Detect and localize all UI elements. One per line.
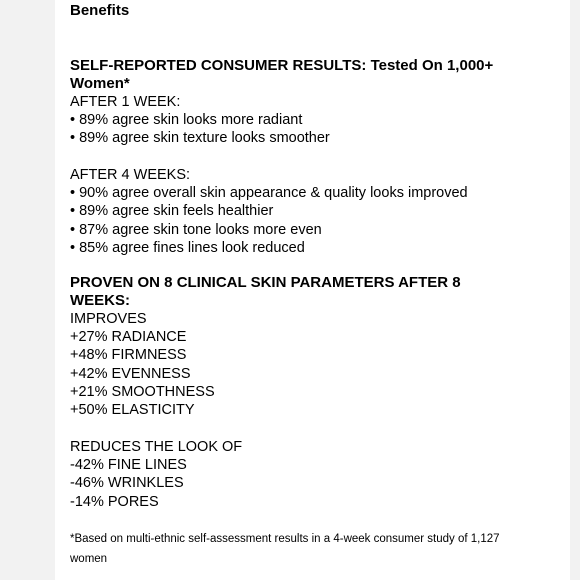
footnote: *Based on multi-ethnic self-assessment results in a 4-week consumer study of 1,127 women xyxy=(70,533,500,565)
consumer-results-section xyxy=(70,57,510,148)
clinical-results-section xyxy=(70,274,510,419)
improves-label: IMPROVES xyxy=(70,311,147,327)
list-item: • 89% agree skin texture looks smoother xyxy=(70,130,330,147)
week4-label: AFTER 4 WEEKS: xyxy=(70,167,191,183)
list-item: • 85% agree fines lines look reduced xyxy=(70,239,305,256)
product-details-panel xyxy=(55,0,570,580)
list-item: -42% FINE LINES xyxy=(70,457,187,474)
benefits-title: Benefits xyxy=(70,2,130,19)
list-item: • 89% agree skin feels healthier xyxy=(70,203,274,220)
list-item: +21% SMOOTHNESS xyxy=(70,383,215,400)
reduces-label: REDUCES THE LOOK OF xyxy=(70,439,243,455)
reduces-section xyxy=(70,438,510,511)
list-item: +50% ELASTICITY xyxy=(70,402,195,419)
week4-results-section xyxy=(70,166,510,257)
list-item: -46% WRINKLES xyxy=(70,475,184,492)
consumer-results-heading: SELF-REPORTED CONSUMER RESULTS: Tested On 1,000+ Women* xyxy=(70,57,494,92)
week1-label: AFTER 1 WEEK: xyxy=(70,94,181,110)
list-item: -14% PORES xyxy=(70,493,159,510)
clinical-results-heading: PROVEN ON 8 CLINICAL SKIN PARAMETERS AFTER 8 WEEKS: xyxy=(70,274,461,309)
list-item: • 87% agree skin tone looks more even xyxy=(70,221,322,238)
list-item: • 90% agree overall skin appearance & quality looks improved xyxy=(70,185,468,202)
list-item: +42% EVENNESS xyxy=(70,365,191,382)
list-item: +48% FIRMNESS xyxy=(70,347,187,364)
list-item: +27% RADIANCE xyxy=(70,329,187,346)
footnote-section xyxy=(70,529,510,569)
list-item: • 89% agree skin looks more radiant xyxy=(70,112,303,129)
